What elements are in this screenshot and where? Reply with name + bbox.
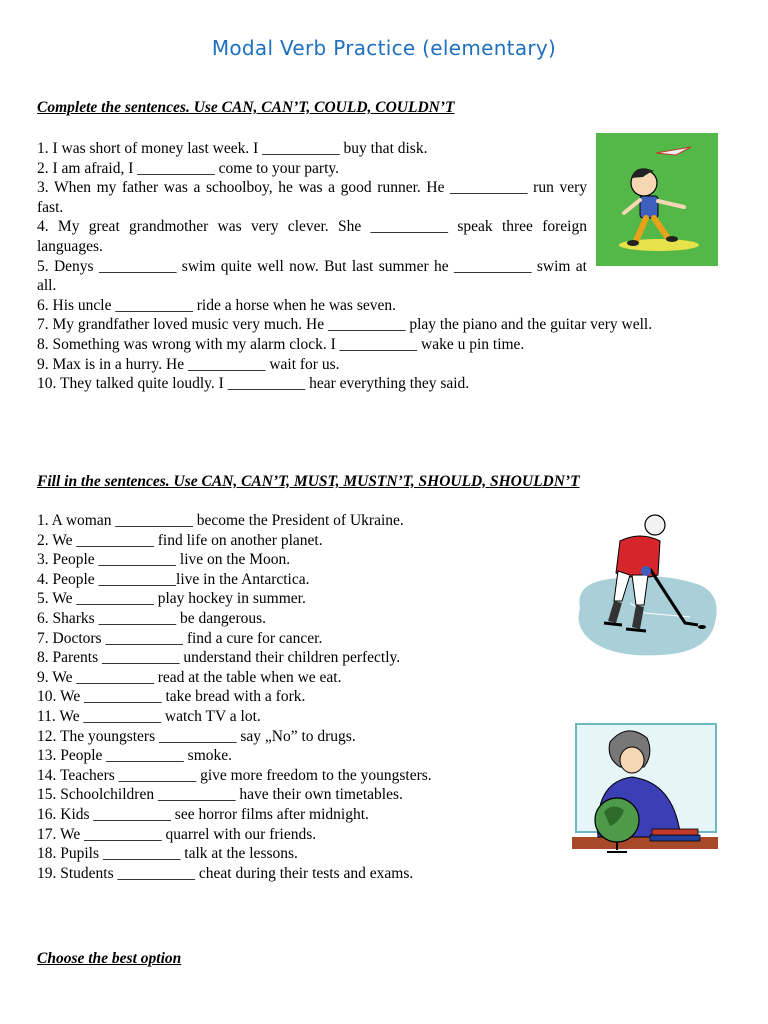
- list-item: 3. People __________ live on the Moon.: [37, 551, 291, 569]
- list-item: 17. We __________ quarrel with our friends.: [37, 825, 317, 843]
- list-item: 14. Teachers __________ give more freedom to the youngsters.: [37, 766, 432, 784]
- section2-heading: Fill in the sentences. Use CAN, CAN’T, MUST, MUSTN’T, SHOULD, SHOULDN’T: [37, 473, 580, 490]
- list-item: 7. Doctors __________ find a cure for cancer.: [37, 629, 323, 647]
- list-item: 2. We __________ find life on another planet.: [37, 531, 323, 549]
- list-item: 9. Max is in a hurry. He __________ wait for us.: [37, 355, 340, 373]
- list-item: 9. We __________ read at the table when we eat.: [37, 668, 342, 686]
- list-item: 2. I am afraid, I __________ come to your party.: [37, 159, 340, 177]
- list-item: 8. Parents __________ understand their children perfectly.: [37, 649, 401, 667]
- list-item: 10. We __________ take bread with a fork.: [37, 688, 306, 706]
- section2-list: [37, 511, 537, 883]
- list-item: 12. The youngsters __________ say „No” to drugs.: [37, 727, 356, 745]
- list-item: 1. A woman __________ become the President of Ukraine.: [37, 512, 404, 529]
- list-item: 11. We __________ watch TV a lot.: [37, 707, 261, 725]
- list-item: 5. Denys __________ swim quite well now. But last summer he __________ swim at all.: [37, 257, 587, 295]
- list-item: 6. His uncle __________ ride a horse when he was seven.: [37, 296, 396, 314]
- list-item: 15. Schoolchildren __________ have their own timetables.: [37, 786, 403, 804]
- list-item: 4. My great grandmother was very clever. She __________ speak three foreign languages.: [37, 218, 587, 255]
- section1-list: [37, 139, 653, 394]
- list-item: 18. Pupils __________ talk at the lessons.: [37, 845, 298, 863]
- page-title: Modal Verb Practice (elementary): [211, 36, 557, 60]
- section1-heading: Complete the sentences. Use CAN, CAN’T, COULD, COULDN’T: [37, 99, 455, 116]
- list-item: 10. They talked quite loudly. I __________ hear everything they said.: [37, 375, 470, 393]
- section3-heading: Choose the best option: [37, 950, 182, 967]
- list-item: 7. My grandfather loved music very much. He __________ play the piano and the guitar very well.: [37, 316, 653, 334]
- list-item: 19. Students __________ cheat during their tests and exams.: [37, 864, 414, 882]
- running-boy-clipart: [596, 133, 718, 266]
- list-item: 13. People __________ smoke.: [37, 747, 233, 765]
- hockey-player-clipart: [570, 513, 720, 658]
- list-item: 5. We __________ play hockey in summer.: [37, 590, 306, 608]
- list-item: 16. Kids __________ see horror films after midnight.: [37, 805, 369, 823]
- list-item: 3. When my father was a schoolboy, he was a good runner. He __________ run very fast.: [37, 179, 587, 216]
- teacher-globe-clipart: [572, 722, 718, 862]
- list-item: 8. Something was wrong with my alarm clock. I __________ wake u pin time.: [37, 335, 525, 353]
- list-item: 4. People __________live in the Antarctica.: [37, 570, 310, 588]
- list-item: 1. I was short of money last week. I __________ buy that disk.: [37, 140, 428, 157]
- list-item: 6. Sharks __________ be dangerous.: [37, 609, 267, 627]
